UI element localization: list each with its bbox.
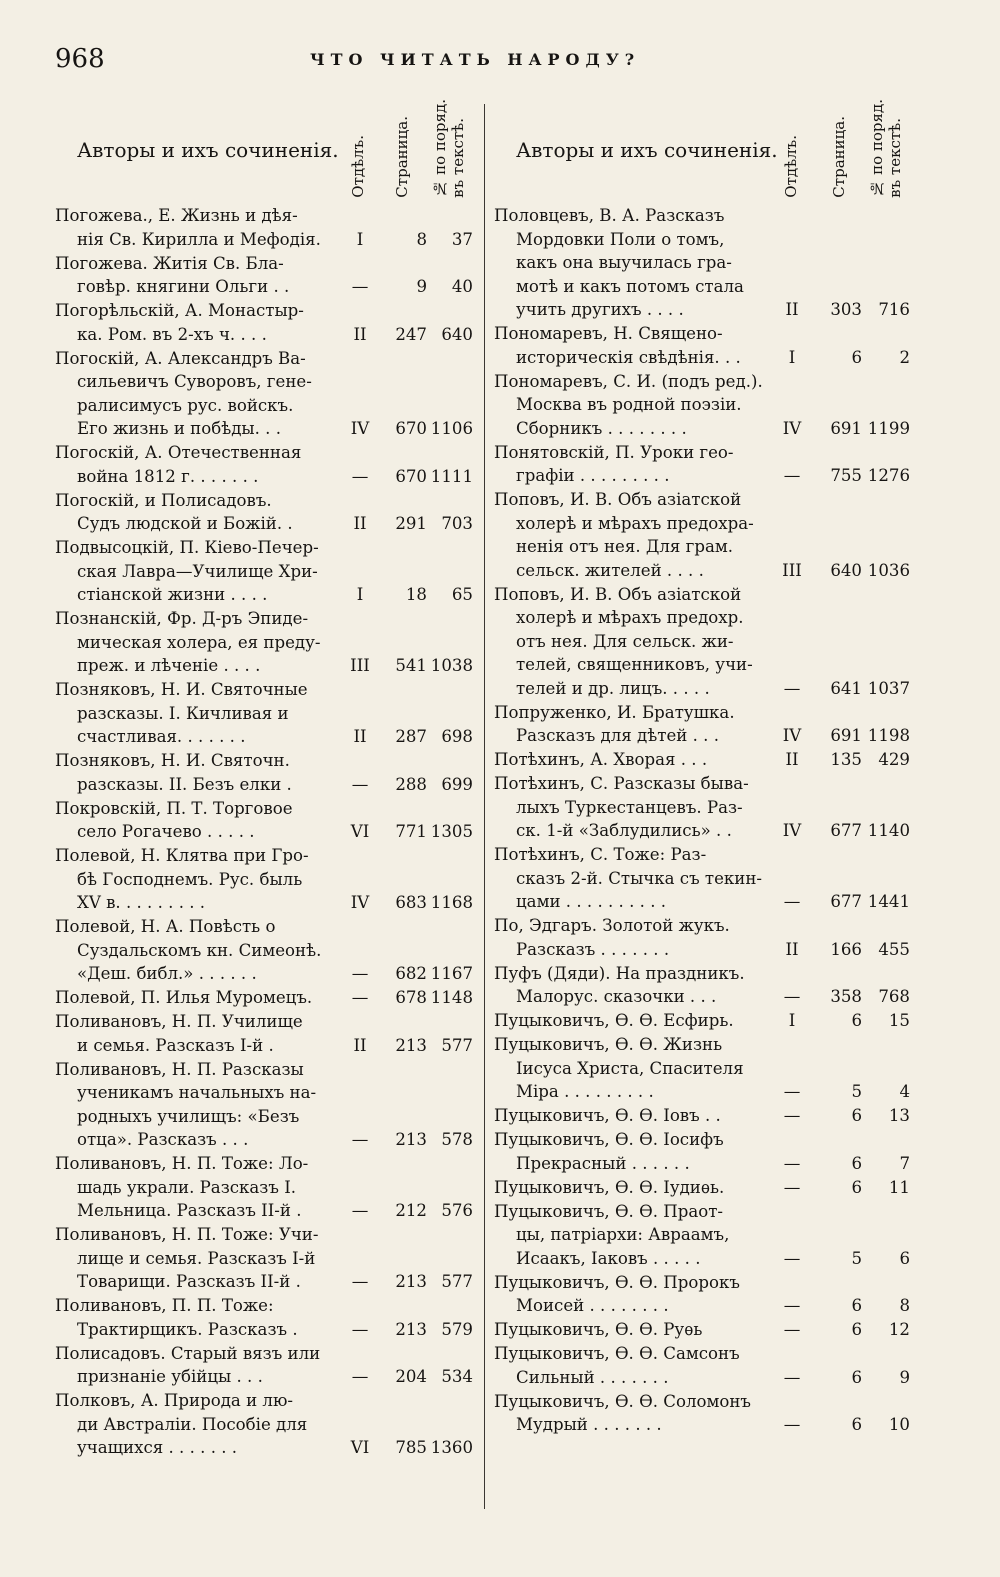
entry-page: 677 [830,821,862,840]
entry-page: 6 [851,347,862,367]
entry-text-line: Полевой, Н. А. Повѣсть о [55,917,276,936]
entry-text-line: Погожева., Е. Жизнь и дѣя- [55,206,298,225]
entry-text-line: Погожева. Житія Св. Бла- [55,253,284,273]
entry-text-line: Поливановъ, П. П. Тоже: [55,1296,274,1315]
entry-text-line: ская Лавра—Училище Хри- [77,561,318,581]
index-entry [494,1009,914,1033]
entry-page: 8 [416,229,427,249]
entry-text-line: Москва въ родной поэзіи. [516,395,742,414]
entry-text-line: Пуцыковичъ, Ѳ. Ѳ. Праот- [494,1201,724,1221]
index-entry [55,1294,473,1341]
page-header: Страница. [393,116,411,198]
section-header: Отдѣлъ. [782,135,800,198]
entry-text-line: Іисуса Христа, Спасителя [516,1058,744,1078]
entry-text-line: Поливановъ, Н. П. Тоже: Учи- [55,1225,319,1244]
entry-text-line: Пуцыковичъ, Ѳ. Ѳ. Іовъ . . [494,1106,721,1125]
entry-section: — [351,277,369,296]
entry-index: 1038 [430,656,473,675]
entry-page: 6 [851,1320,862,1339]
index-entry [55,986,473,1010]
entry-text-line: Пуцыковичъ, Ѳ. Ѳ. Іосифъ [494,1130,724,1149]
index-entry [494,1342,914,1389]
entry-text-line: Прекрасный . . . . . . [516,1153,690,1173]
entry-text-line: и семья. Разсказъ I-й . [77,1035,274,1055]
entry-section: — [783,1153,801,1173]
entry-text-line: Половцевъ, В. А. Разсказъ [494,206,725,225]
index-entry [494,1128,914,1175]
column-title: Авторы и ихъ сочиненія. [516,138,778,162]
entry-section: — [783,1367,801,1387]
entry-page: 9 [416,277,427,296]
entry-section: — [783,1320,801,1339]
entry-page: 213 [395,1035,427,1055]
entry-section: II [353,1035,367,1055]
index-entry [55,1223,473,1294]
index-entry [55,797,473,844]
entry-index: 9 [899,1367,910,1387]
entry-section: I [356,585,364,604]
entry-index: 1276 [867,466,910,485]
index-entry [494,1104,914,1128]
entry-text-line: учить другихъ . . . . [516,300,684,319]
entry-text-line: ка. Ром. въ 2-хъ ч. . . . [77,324,267,344]
entry-index: 1168 [430,893,473,912]
entry-page: 247 [395,324,427,344]
entry-section: — [783,1415,801,1434]
entry-text-line: Пуцыковичъ, Ѳ. Ѳ. Жизнь [494,1035,723,1054]
entry-section: IV [782,821,802,840]
entry-section: II [353,324,367,344]
column-divider [484,104,485,1509]
entry-index: 1441 [867,892,910,911]
entry-index: 13 [888,1106,910,1125]
entry-section: III [782,560,802,580]
entry-index: 578 [441,1130,473,1149]
index-entry [55,844,473,915]
entry-text-line: XV в. . . . . . . . . [77,893,206,912]
index-entry [494,843,914,914]
entry-page: 670 [395,419,427,438]
entry-text-line: Мудрый . . . . . . . [516,1415,662,1434]
entry-text-line: Пуцыковичъ, Ѳ. Ѳ. Пророкъ [494,1272,740,1292]
entry-text-line: признаніе убійцы . . . [77,1367,263,1386]
entry-text-line: Полковъ, А. Природа и лю- [55,1391,294,1410]
entry-page: 212 [395,1201,427,1220]
entry-section: I [356,229,364,249]
entry-page: 541 [395,656,427,675]
entry-text-line: Сильный . . . . . . . [516,1367,669,1387]
entry-text-line: телей, священниковъ, учи- [516,655,753,674]
entry-index: 698 [441,727,473,746]
entry-text-line: Пуфъ (Дяди). На праздникъ. [494,963,745,983]
entry-text-line: Потѣхинъ, А. Хворая . . . [494,750,708,769]
index-entry [494,1390,914,1437]
entry-section: IV [782,726,802,745]
entry-page: 6 [851,1106,862,1125]
entry-index: 15 [888,1011,910,1030]
index-entry [494,583,914,701]
index-entry [55,536,473,607]
entry-page: 6 [851,1415,862,1434]
index-header-2: въ текстѣ. [886,118,904,198]
index-entry [494,1033,914,1104]
entry-page: 204 [395,1367,427,1386]
entry-text-line: Товарищи. Разсказъ II-й . [77,1272,301,1291]
entry-index: 12 [888,1320,910,1339]
entry-text-line: Разсказъ . . . . . . . [516,939,670,959]
entry-index: 1148 [430,988,473,1007]
entry-section: II [785,750,799,769]
entry-text-line: Пономаревъ, Н. Священо- [494,324,723,343]
entry-text-line: какъ она выучилась гра- [516,253,732,272]
index-entry [494,914,914,961]
entry-text-line: мотѣ и какъ потомъ стала [516,276,744,296]
entry-section: — [783,1082,801,1101]
entry-index: 65 [451,585,473,604]
entry-section: — [783,1177,801,1197]
entry-page: 785 [395,1438,427,1457]
right-column-header [494,96,914,206]
entry-page: 678 [395,988,427,1007]
entry-text-line: Поливановъ, Н. П. Тоже: Ло- [55,1154,309,1173]
entry-page: 691 [830,418,862,438]
entry-text-line: телей и др. лицъ. . . . . [516,678,710,698]
entry-text-line: Сборникъ . . . . . . . . [516,418,687,438]
entry-index: 1037 [867,678,910,698]
entry-text-line: ненія отъ нея. Для грам. [516,537,734,556]
entry-index: 1111 [430,466,473,486]
entry-section: IV [350,419,370,438]
index-entry [55,1010,473,1057]
entry-section: — [351,1201,369,1220]
entry-index: 7 [899,1153,910,1173]
index-entry [55,441,473,488]
entry-text-line: мическая холера, ея преду- [77,632,321,652]
entry-page: 291 [395,514,427,533]
entry-page: 358 [830,987,862,1006]
entry-text-line: война 1812 г. . . . . . . [77,466,259,486]
entry-section: IV [782,418,802,438]
entry-text-line: Пономаревъ, С. И. (подъ ред.). [494,371,763,391]
entry-text-line: По, Эдгаръ. Золотой жукъ. [494,916,730,935]
entry-page: 6 [851,1153,862,1173]
entry-section: — [783,1106,801,1125]
page-number: 968 [55,44,105,74]
entry-page: 5 [851,1248,862,1268]
index-entry [494,1271,914,1318]
entry-text-line: «Деш. библ.» . . . . . . [77,964,257,983]
entry-text-line: Малорус. сказочки . . . [516,987,717,1006]
entry-text-line: стіанской жизни . . . . [77,585,268,604]
page-header: Страница. [830,116,848,198]
entry-section: IV [350,893,370,912]
entry-text-line: ди Австраліи. Пособіе для [77,1414,308,1434]
entry-section: — [783,1296,801,1315]
entry-index: 1305 [430,822,473,841]
entry-index: 703 [441,514,473,533]
entry-text-line: Полевой, П. Илья Муромецъ. [55,988,313,1007]
entry-text-line: Пуцыковичъ, Ѳ. Ѳ. Руѳь [494,1320,703,1339]
entry-page: 135 [830,750,862,769]
entry-page: 670 [395,466,427,486]
entry-text-line: лыхъ Туркестанцевъ. Раз- [516,797,743,817]
entry-text-line: Полевой, Н. Клятва при Гро- [55,846,309,865]
entry-text-line: Погоскій, А. Отечественная [55,443,302,462]
entry-page: 6 [851,1367,862,1387]
right-column [494,204,914,1437]
entry-index: 6 [899,1248,910,1268]
entry-page: 683 [395,893,427,912]
entry-index: 534 [441,1367,473,1386]
entry-index: 640 [441,324,473,344]
entry-page: 303 [830,300,862,319]
running-title: ЧТО ЧИТАТЬ НАРОДУ? [310,50,641,69]
entry-index: 579 [441,1319,473,1339]
entry-text-line: Покровскій, П. Т. Торговое [55,798,293,818]
index-entry [55,678,473,749]
entry-index: 40 [451,277,473,296]
index-entry [55,252,473,299]
entry-index: 455 [878,939,910,959]
entry-text-line: ралисимусъ рус. войскъ. [77,395,294,415]
entry-section: — [351,774,369,794]
entry-section: — [783,1248,801,1268]
entry-page: 5 [851,1082,862,1101]
index-entry [55,915,473,986]
index-entry [494,772,914,843]
entry-text-line: Пуцыковичъ, Ѳ. Ѳ. Есфирь. [494,1011,734,1030]
entry-section: II [353,727,367,746]
entry-section: III [350,656,370,675]
index-entry [55,1342,473,1389]
entry-text-line: лище и семья. Разсказъ I-й [77,1248,316,1268]
entry-text-line: Погоскій, и Полисадовъ. [55,490,272,510]
entry-index: 37 [451,229,473,249]
entry-text-line: шадь украли. Разсказъ I. [77,1177,297,1197]
entry-page: 755 [830,466,862,485]
index-entry [55,1389,473,1460]
entry-page: 213 [395,1319,427,1339]
section-header: Отдѣлъ. [349,135,367,198]
entry-text-line: отца». Разсказъ . . . [77,1130,249,1149]
entry-text-line: Мордовки Поли о томъ, [516,229,725,249]
entry-page: 682 [395,964,427,983]
entry-text-line: цы, патріархи: Авраамъ, [516,1225,730,1244]
entry-section: I [788,1011,796,1030]
entry-text-line: разсказы. II. Безъ елки . [77,774,292,794]
index-entry [55,299,473,346]
entry-text-line: сказъ 2-й. Стычка съ текин- [516,868,763,888]
entry-text-line: Суздальскомъ кн. Симеонѣ. [77,940,322,960]
entry-text-line: графіи . . . . . . . . . [516,466,670,485]
entry-text-line: Подвысоцкій, П. Кіево-Печер- [55,538,319,557]
entry-section: — [351,1367,369,1386]
entry-text-line: Поливановъ, Н. П. Училище [55,1012,303,1031]
entry-text-line: Его жизнь и побѣды. . . [77,419,281,438]
entry-index: 2 [899,347,910,367]
entry-text-line: Моисей . . . . . . . . [516,1296,669,1315]
entry-page: 18 [405,585,427,604]
entry-section: II [785,300,799,319]
entry-text-line: Міра . . . . . . . . . [516,1082,654,1101]
index-entry [494,1176,914,1200]
index-entry [55,749,473,796]
entry-text-line: Поповъ, И. В. Объ азіатской [494,490,742,509]
entry-text-line: холерѣ и мѣрахъ предохра- [516,513,754,533]
entry-section: — [783,987,801,1006]
entry-page: 6 [851,1177,862,1197]
entry-index: 716 [878,300,910,319]
entry-text-line: разсказы. I. Кичливая и [77,703,289,723]
entry-text-line: село Рогачево . . . . . [77,822,255,841]
entry-text-line: отъ нея. Для сельск. жи- [516,631,734,651]
entry-text-line: нія Св. Кирилла и Мефодія. [77,229,321,249]
entry-page: 6 [851,1011,862,1030]
entry-section: — [351,964,369,983]
index-header-2: въ текстѣ. [449,118,467,198]
left-column [55,204,473,1460]
entry-text-line: Потѣхинъ, С. Тоже: Раз- [494,845,707,864]
entry-text-line: Погоскій, А. Александръ Ва- [55,348,306,368]
index-entry [55,1058,473,1152]
index-entry [494,322,914,369]
index-header-1: № по поряд. [868,99,886,198]
entry-text-line: Позняковъ, Н. И. Святочн. [55,751,290,770]
index-entry [494,748,914,772]
entry-index: 1106 [430,419,473,438]
index-entry [55,489,473,536]
entry-index: 1198 [867,726,910,745]
index-entry [494,204,914,322]
index-header-1: № по поряд. [431,99,449,198]
entry-page: 287 [395,727,427,746]
entry-text-line: Пуцыковичъ, Ѳ. Ѳ. Соломонъ [494,1391,751,1411]
entry-page: 166 [830,939,862,959]
entry-text-line: Погорѣльскій, А. Монастыр- [55,301,304,320]
entry-text-line: Мельница. Разсказъ II-й . [77,1201,302,1220]
entry-page: 677 [830,892,862,911]
index-entry [494,701,914,748]
index-entry [494,1200,914,1271]
entry-page: 213 [395,1272,427,1291]
entry-text-line: Полисадовъ. Старый вязъ или [55,1343,321,1363]
entry-text-line: Поповъ, И. В. Объ азіатской [494,584,742,604]
index-entry [55,347,473,441]
entry-index: 576 [441,1201,473,1220]
entry-section: II [353,514,367,533]
index-entry [55,607,473,678]
entry-page: 641 [830,678,862,698]
index-entry [55,204,473,251]
entry-section: — [351,1272,369,1291]
entry-page: 771 [395,822,427,841]
entry-page: 691 [830,726,862,745]
entry-text-line: сельск. жителей . . . . [516,560,704,580]
entry-text-line: преж. и лѣченіе . . . . [77,656,261,675]
entry-text-line: Судъ людской и Божій. . [77,514,293,533]
entry-text-line: Поливановъ, Н. П. Разсказы [55,1059,304,1079]
entry-text-line: Потѣхинъ, С. Разсказы быва- [494,774,749,793]
index-entry [494,1318,914,1342]
column-title: Авторы и ихъ сочиненія. [77,138,339,162]
entry-text-line: Позняковъ, Н. И. Святочные [55,680,308,699]
entry-text-line: историческія свѣдѣнія. . . [516,347,741,367]
entry-text-line: учащихся . . . . . . . [77,1438,238,1457]
entry-section: VI [350,822,370,841]
entry-index: 1036 [867,560,910,580]
entry-index: 577 [441,1035,473,1055]
entry-index: 699 [441,774,473,794]
left-column-header [55,96,473,206]
entry-section: — [351,988,369,1007]
entry-text-line: говѣр. княгини Ольги . . [77,277,290,296]
entry-page: 213 [395,1130,427,1149]
entry-index: 1360 [430,1438,473,1457]
entry-text-line: цами . . . . . . . . . . [516,892,667,911]
index-entry [494,441,914,488]
entry-page: 640 [830,560,862,580]
entry-section: — [783,892,801,911]
entry-text-line: Разсказъ для дѣтей . . . [516,726,719,745]
entry-page: 6 [851,1296,862,1315]
entry-text-line: родныхъ училищъ: «Безъ [77,1106,300,1126]
entry-text-line: счастливая. . . . . . . [77,727,246,746]
entry-section: — [351,1130,369,1149]
entry-text-line: Пуцыковичъ, Ѳ. Ѳ. Самсонъ [494,1344,740,1363]
entry-text-line: Трактирщикъ. Разсказъ . [77,1319,298,1339]
entry-text-line: холерѣ и мѣрахъ предохр. [516,608,744,627]
entry-text-line: Попруженко, И. Братушка. [494,702,735,722]
entry-text-line: Понятовскій, П. Уроки гео- [494,442,734,462]
entry-index: 577 [441,1272,473,1291]
entry-text-line: ск. 1-й «Заблудились» . . [516,821,732,840]
index-entry [55,1152,473,1223]
entry-index: 11 [888,1177,910,1197]
entry-index: 768 [878,987,910,1006]
entry-text-line: бѣ Господнемъ. Рус. быль [77,869,303,889]
entry-text-line: сильевичъ Суворовъ, гене- [77,372,312,391]
entry-section: — [351,1319,369,1339]
entry-index: 4 [899,1082,910,1101]
entry-index: 1167 [430,964,473,983]
entry-section: — [783,466,801,485]
entry-text-line: ученикамъ начальныхъ на- [77,1083,317,1102]
entry-section: VI [350,1438,370,1457]
entry-text-line: Пуцыковичъ, Ѳ. Ѳ. Іудиѳь. [494,1177,725,1197]
entry-text-line: Исаакъ, Іаковъ . . . . . [516,1248,701,1268]
entry-section: — [351,466,369,486]
entry-index: 429 [878,750,910,769]
entry-index: 8 [899,1296,910,1315]
entry-section: II [785,939,799,959]
entry-index: 1140 [867,821,910,840]
index-entry [494,962,914,1009]
entry-section: I [788,347,796,367]
entry-text-line: Познанскій, Фр. Д-ръ Эпиде- [55,609,309,628]
entry-index: 10 [888,1415,910,1434]
entry-page: 288 [395,774,427,794]
index-entry [494,488,914,582]
entry-index: 1199 [867,418,910,438]
index-entry [494,370,914,441]
entry-section: — [783,678,801,698]
